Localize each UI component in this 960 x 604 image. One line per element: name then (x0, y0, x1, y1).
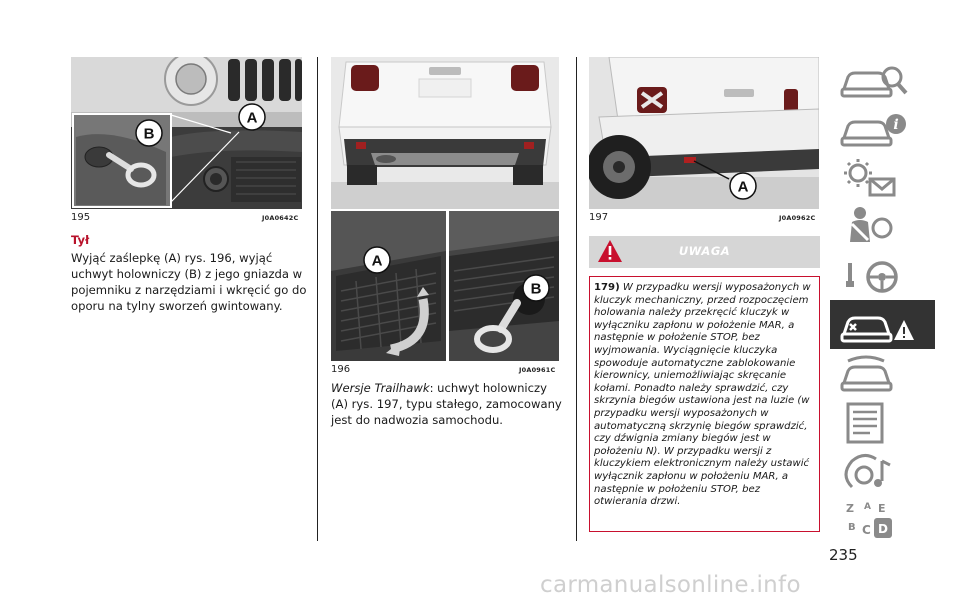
column-divider (576, 57, 577, 541)
figure-195-image (71, 57, 302, 209)
multimedia-icon (830, 447, 935, 496)
callout-b-196 (521, 273, 551, 303)
figure-number: 197 (589, 212, 609, 223)
steering-wheel-icon (830, 251, 935, 300)
svg-text:A: A (864, 502, 871, 512)
car-info-icon (830, 104, 935, 153)
callout-a-197 (728, 171, 758, 201)
figure-number: 195 (71, 212, 91, 223)
warning-title: UWAGA (678, 244, 731, 258)
paragraph-trailhawk (331, 380, 565, 428)
page-number: 235 (829, 546, 858, 564)
lights-message-icon (830, 153, 935, 202)
seatbelt-airbag-icon (830, 202, 935, 251)
callout-a-195 (237, 102, 267, 132)
svg-text:B: B (848, 522, 856, 533)
callout-a-label: A (246, 109, 258, 127)
side-tab-multimedia[interactable] (830, 447, 935, 496)
warning-text (594, 282, 814, 509)
figure-196-divider (446, 211, 449, 361)
side-tab-car-service[interactable] (830, 349, 935, 398)
callout-a-label: A (371, 252, 383, 270)
side-tab-seatbelt-airbag[interactable] (830, 202, 935, 251)
column-divider (317, 57, 318, 541)
svg-text:D: D (878, 522, 888, 536)
side-tab-steering-wheel[interactable] (830, 251, 935, 300)
side-tab-car-breakdown[interactable] (830, 300, 935, 349)
figure-number: 196 (331, 364, 351, 375)
callout-a-196 (362, 245, 392, 275)
car-service-icon (830, 349, 935, 398)
watermark: carmanualsonline.info (540, 572, 801, 598)
side-tab-car-info[interactable] (830, 104, 935, 153)
side-tab-lights-message[interactable] (830, 153, 935, 202)
callout-b-label: B (530, 280, 542, 298)
svg-text:Z: Z (846, 502, 854, 515)
paragraph-rear-towing: Wyjąć zaślepkę (A) rys. 196, wyjąć uchwyt holowniczy (B) z jego gniazda w pojemniku z narzędziami i wkręcić go do oporu na tylny sworzeń gwintowany. (71, 251, 307, 313)
side-tab-specifications[interactable] (830, 398, 935, 447)
section-heading: Tył (71, 233, 90, 247)
warning-box (589, 276, 820, 532)
warning-number: 179) (594, 282, 620, 293)
svg-text:E: E (878, 502, 886, 515)
figure-196-image-left (331, 211, 446, 361)
warning-header (589, 236, 820, 268)
figure-code: J0A0962C (779, 214, 816, 222)
car-breakdown-icon (830, 300, 935, 349)
alphabetical-index-icon (830, 496, 935, 545)
callout-a-label: A (737, 178, 749, 196)
specifications-icon (830, 398, 935, 447)
svg-text:i: i (893, 117, 899, 133)
side-tab-car-search[interactable] (830, 55, 935, 104)
trailhawk-text: : uchwyt holowniczy (A) rys. 197, typu stałego, zamocowany jest do nadwozia samochodu. (331, 381, 562, 427)
trailhawk-label: Wersje Trailhawk (331, 381, 430, 395)
car-search-icon (830, 55, 935, 104)
callout-b-label: B (143, 125, 155, 143)
figure-code: J0A0642C (262, 214, 299, 222)
svg-text:C: C (862, 523, 871, 537)
figure-197-image (589, 57, 819, 209)
warning-body: W przypadku wersji wyposażonych w kluczyk mechaniczny, przed rozpoczęciem holowania należy przekręcić kluczyk w wyłączniku zapłonu w położenie MAR, a następnie w położenie STOP, bez wyjmowania. Wyciągnięcie kluczyka spowoduje automatyczne zablokowanie kierownicy, uniemożliwiając skręcanie kołami. Ponadto należy sprawdzić, czy skrzynia biegów ustawiona jest na luzie (w przypadku wersji wyposażonych w automatyczną skrzynię biegów sprawdzić, czy dźwignia zmiany biegów jest w położeniu N). W przypadku wersji z kluczykiem elektronicznym należy ustawić wyłącznik zapłonu w położeniu MAR, a następnie w położeniu STOP, bez otwierania drzwi. (594, 282, 811, 508)
figure-code: J0A0961C (519, 366, 556, 374)
callout-b-195 (134, 118, 164, 148)
figure-196-image-top (331, 57, 559, 209)
side-tab-alphabetical-index[interactable] (830, 496, 935, 545)
